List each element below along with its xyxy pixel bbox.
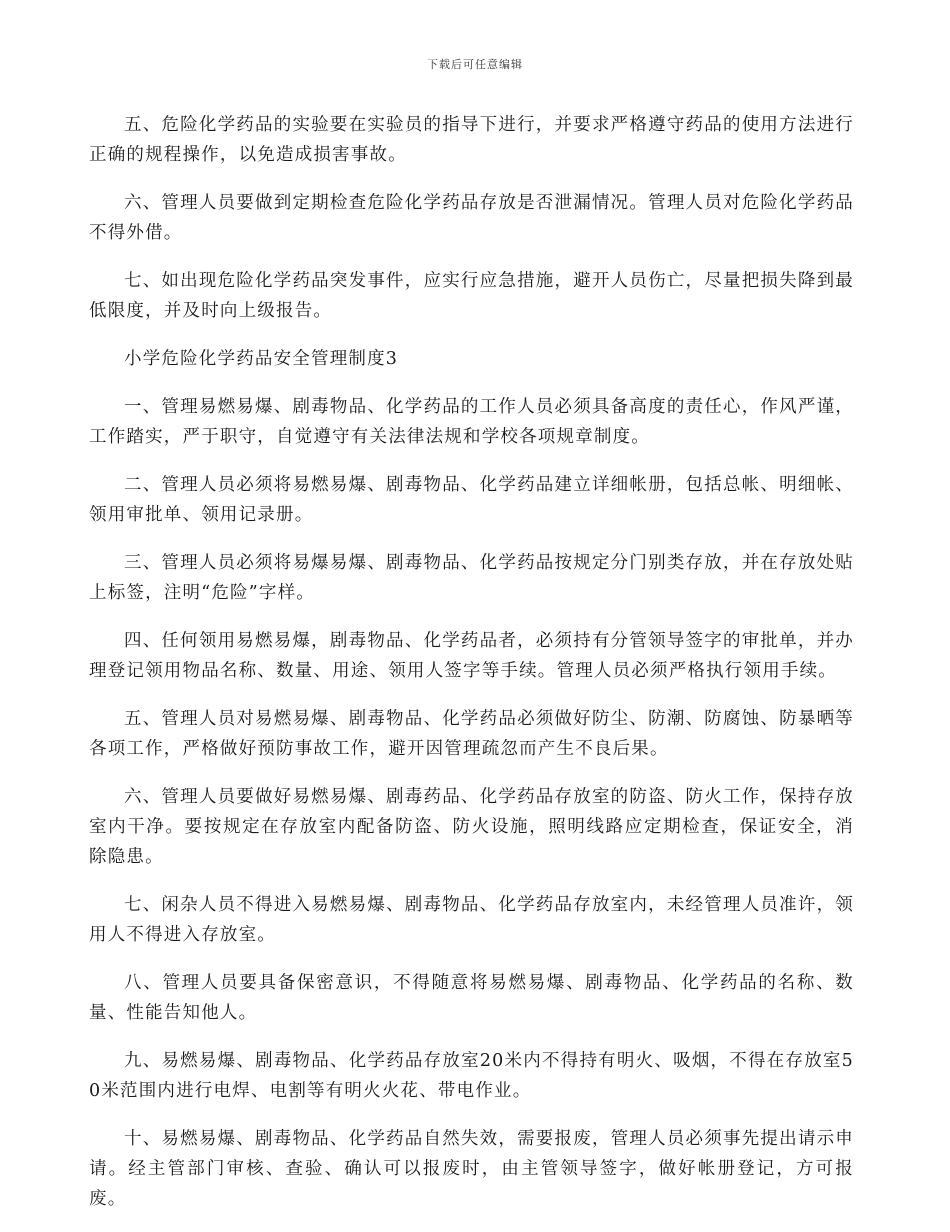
page-header-note: 下载后可任意编辑	[427, 58, 523, 71]
paragraph-item-5: 五、危险化学药品的实验要在实验员的指导下进行，并要求严格遵守药品的使用方法进行正确的规程操作，以免造成损害事故。	[89, 115, 854, 165]
paragraph-rule-3: 三、管理人员必须将易爆易爆、剧毒物品、化学药品按规定分门别类存放，并在存放处贴上标签，注明“危险”字样。	[89, 553, 854, 603]
section-title: 小学危险化学药品安全管理制度3	[124, 349, 399, 369]
document-body	[89, 110, 854, 1232]
paragraph-rule-8: 八、管理人员要具备保密意识，不得随意将易燃易爆、剧毒物品、化学药品的名称、数量、性能告知他人。	[89, 973, 854, 1023]
paragraph-rule-5: 五、管理人员对易燃易爆、剧毒物品、化学药品必须做好防尘、防潮、防腐蚀、防暴晒等各项工作，严格做好预防事故工作，避开因管理疏忽而产生不良后果。	[89, 709, 854, 759]
paragraph-rule-1: 一、管理易燃易爆、剧毒物品、化学药品的工作人员必须具备高度的责任心，作风严谨，工作踏实，严于职守，自觉遵守有关法律法规和学校各项规章制度。	[89, 397, 854, 447]
paragraph-rule-7: 七、闲杂人员不得进入易燃易爆、剧毒物品、化学药品存放室内，未经管理人员准许，领用人不得进入存放室。	[89, 895, 854, 945]
paragraph-rule-9: 九、易燃易爆、剧毒物品、化学药品存放室20米内不得持有明火、吸烟，不得在存放室50米范围内进行电焊、电割等有明火火花、带电作业。	[89, 1051, 854, 1101]
paragraph-rule-4: 四、任何领用易燃易爆，剧毒物品、化学药品者，必须持有分管领导签字的审批单，并办理登记领用物品名称、数量、用途、领用人签字等手续。管理人员必须严格执行领用手续。	[89, 631, 854, 681]
paragraph-item-6: 六、管理人员要做到定期检查危险化学药品存放是否泄漏情况。管理人员对危险化学药品不得外借。	[89, 193, 854, 243]
paragraph-rule-6: 六、管理人员要做好易燃易爆、剧毒药品、化学药品存放室的防盗、防火工作，保持存放室内干净。要按规定在存放室内配备防盗、防火设施，照明线路应定期检查，保证安全，消除隐患。	[89, 787, 854, 867]
paragraph-item-7: 七、如出现危险化学药品突发事件，应实行应急措施，避开人员伤亡，尽量把损失降到最低限度，并及时向上级报告。	[89, 271, 854, 321]
paragraph-rule-10: 十、易燃易爆、剧毒物品、化学药品自然失效，需要报废，管理人员必须事先提出请示申请。经主管部门审核、查验、确认可以报废时，由主管领导签字，做好帐册登记，方可报废。	[89, 1129, 854, 1209]
paragraph-rule-2: 二、管理人员必须将易燃易爆、剧毒物品、化学药品建立详细帐册，包括总帐、明细帐、领用审批单、领用记录册。	[89, 475, 854, 525]
